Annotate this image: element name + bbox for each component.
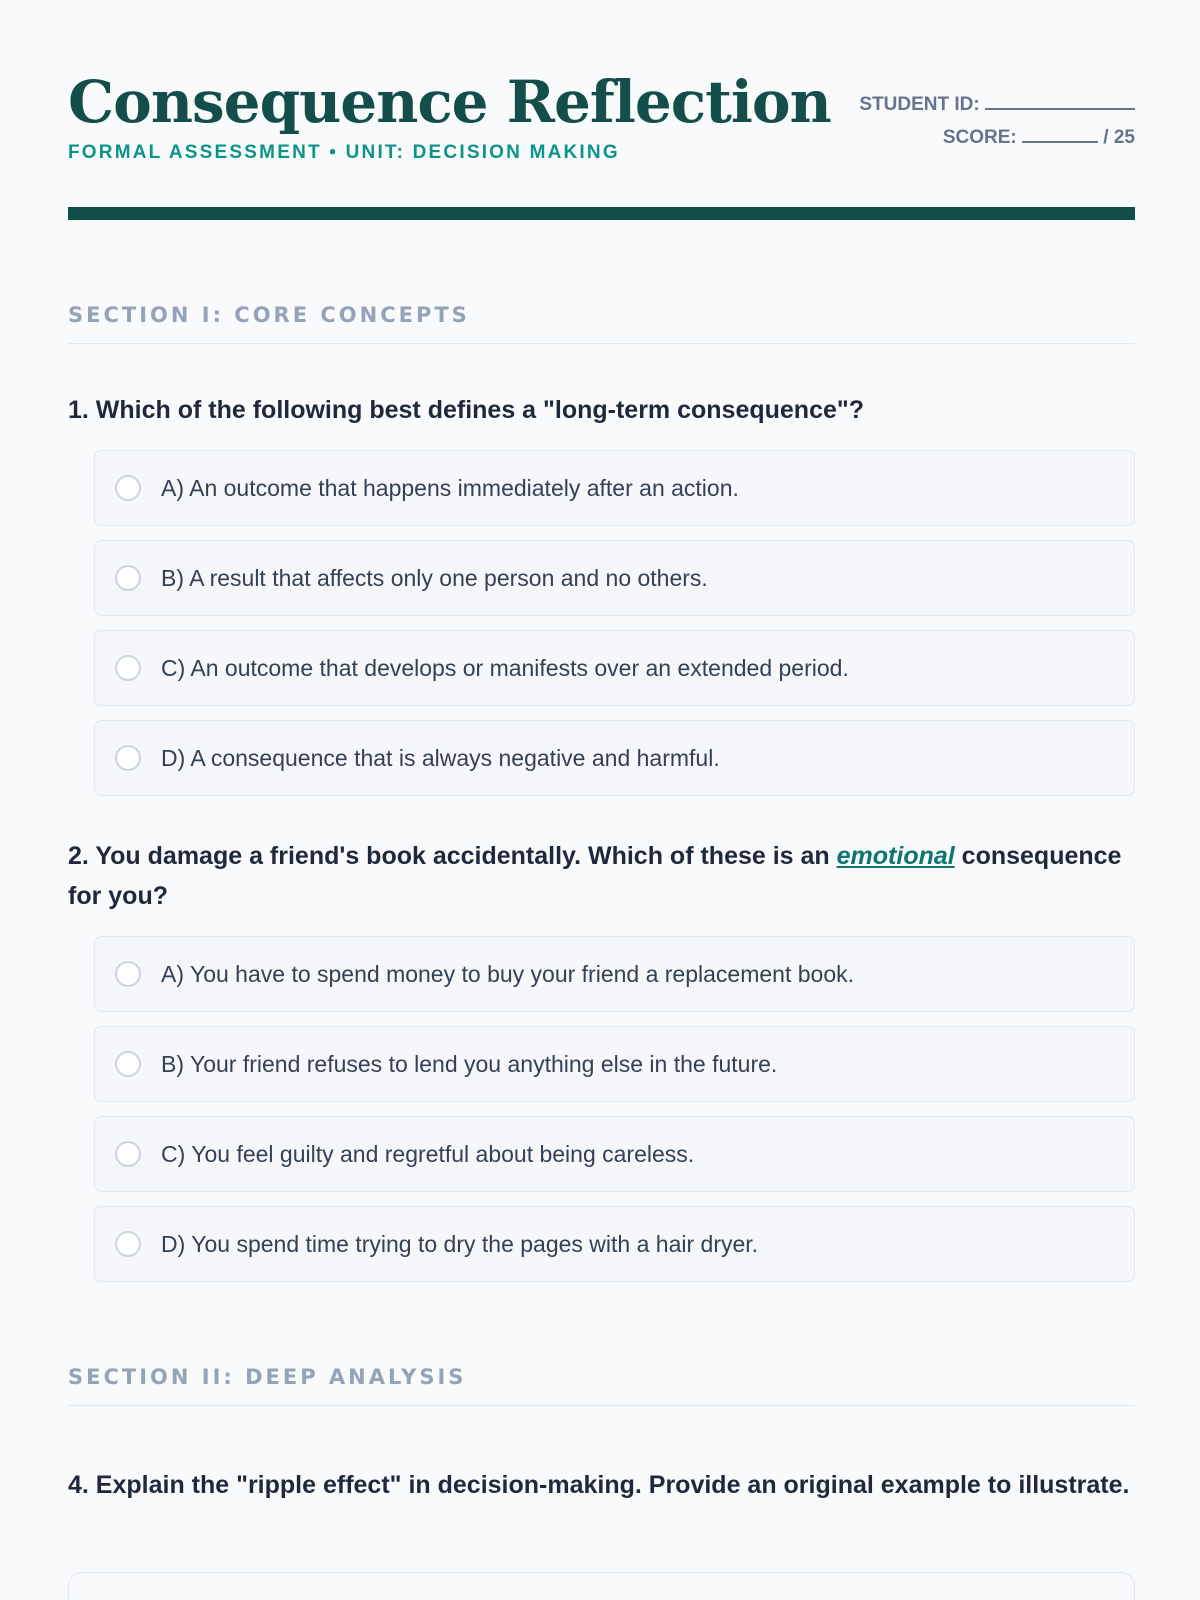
q2-option-d[interactable] [94, 1206, 1135, 1282]
option-label: C) An outcome that develops or manifests over an extended period. [161, 654, 849, 681]
option-label: A) You have to spend money to buy your friend a replacement book. [161, 960, 854, 987]
option-label: C) You feel guilty and regretful about being careless. [161, 1140, 695, 1167]
header-meta [859, 88, 1135, 154]
q2-option-c[interactable] [94, 1116, 1135, 1192]
option-label: B) Your friend refuses to lend you anything else in the future. [161, 1050, 778, 1077]
question-1: 1. Which of the following best defines a "long-term consequence"? [68, 396, 864, 424]
radio-button[interactable] [115, 655, 141, 681]
radio-button[interactable] [115, 961, 141, 987]
score-row [859, 121, 1135, 154]
option-label: D) A consequence that is always negative and harmful. [161, 744, 720, 771]
score-label: SCORE: [942, 127, 1017, 148]
question-2-emphasis: emotional [836, 842, 955, 870]
student-id-row [859, 88, 1135, 121]
q1-option-d[interactable] [94, 720, 1135, 796]
section-title: SECTION I: CORE CONCEPTS [68, 303, 1135, 344]
page-title: Consequence Reflection [68, 68, 831, 136]
question-2-text-end: consequence for you? [68, 842, 1122, 910]
option-label: D) You spend time trying to dry the pages with a hair dryer. [161, 1230, 759, 1257]
question-2-text-start: 2. You damage a friend's book accidentally. Which of these is an [68, 842, 837, 870]
radio-button[interactable] [115, 1051, 141, 1077]
radio-button[interactable] [115, 475, 141, 501]
answer-textarea[interactable] [68, 1572, 1135, 1600]
radio-button[interactable] [115, 1231, 141, 1257]
question-2 [68, 836, 1135, 916]
section-2 [68, 1365, 1135, 1406]
section-1 [68, 303, 1135, 344]
student-id-blank[interactable] [985, 94, 1135, 110]
question-4: 4. Explain the "ripple effect" in decision-making. Provide an original example to illustrate. [68, 1471, 1130, 1499]
score-total: / 25 [1103, 127, 1135, 148]
assessment-page [68, 0, 1135, 1499]
q1-option-a[interactable] [94, 450, 1135, 526]
q2-option-a[interactable] [94, 936, 1135, 1012]
student-id-label: STUDENT ID: [859, 94, 980, 115]
radio-button[interactable] [115, 565, 141, 591]
radio-button[interactable] [115, 1141, 141, 1167]
option-label: A) An outcome that happens immediately after an action. [161, 474, 739, 501]
header [68, 0, 1135, 230]
score-blank[interactable] [1022, 127, 1098, 143]
q1-option-b[interactable] [94, 540, 1135, 616]
page-subtitle: FORMAL ASSESSMENT • UNIT: DECISION MAKING [68, 142, 620, 163]
option-label: B) A result that affects only one person and no others. [161, 564, 708, 591]
q2-option-b[interactable] [94, 1026, 1135, 1102]
section-title: SECTION II: DEEP ANALYSIS [68, 1365, 1135, 1406]
header-divider [68, 207, 1135, 220]
radio-button[interactable] [115, 745, 141, 771]
q1-option-c[interactable] [94, 630, 1135, 706]
